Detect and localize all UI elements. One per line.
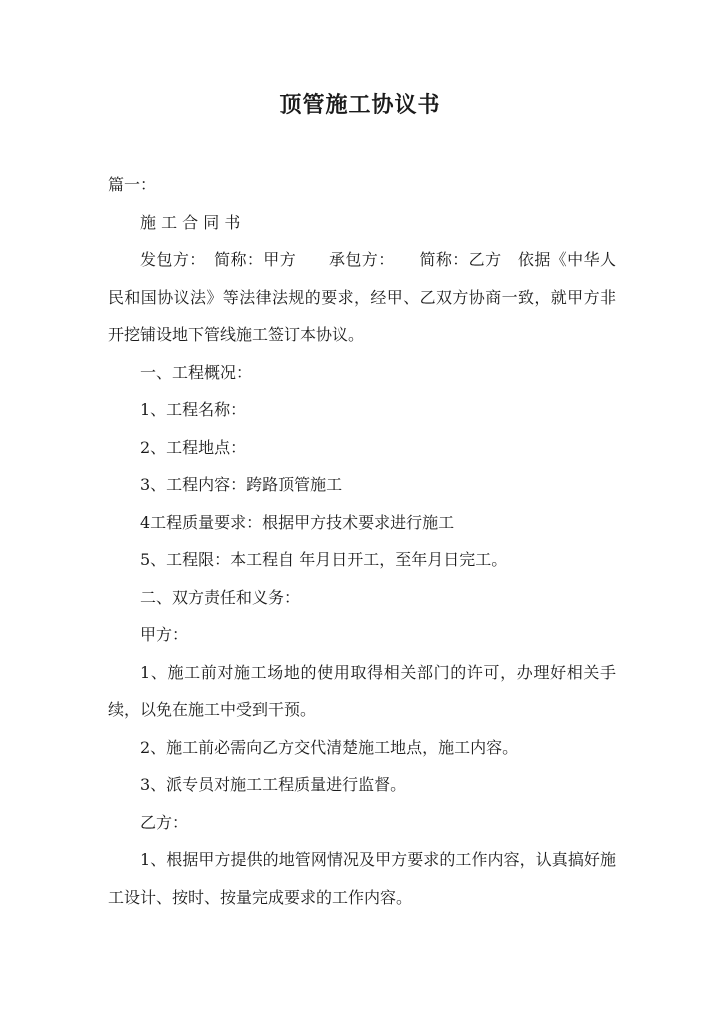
party-a-label: 甲方：: [140, 625, 189, 644]
section-heading-overview: 一、工程概况：: [140, 362, 253, 382]
quality-requirement-line: 4工程质量要求：根据甲方技术要求进行施工: [140, 512, 455, 532]
party-b-label: 乙方：: [140, 812, 189, 832]
document-body: [108, 166, 616, 916]
party-a-duty-2: 2、施工前必需向乙方交代清楚施工地点，施工内容。: [140, 737, 519, 757]
party-a-duty-3: 3、派专员对施工工程质量进行监督。: [140, 775, 407, 794]
project-name-line: 1、工程名称：: [140, 400, 247, 419]
project-location-line: 2、工程地点：: [140, 437, 247, 457]
parties-paragraph: 发包方： 简称：甲方 承包方： 简称：乙方 依据《中华人民和国协议法》等法律法规的要求，经甲、乙双方协商一致，就甲方非开挖铺设地下管线施工签订本协议。: [108, 250, 616, 344]
section-heading-duties: 二、双方责任和义务：: [140, 587, 301, 607]
party-a-duty-1: 1、施工前对施工场地的使用取得相关部门的许可，办理好相关手续，以免在施工中受到干预。: [108, 662, 616, 719]
project-content-line: 3、工程内容：跨路顶管施工: [140, 475, 343, 494]
party-b-duty-1: 1、根据甲方提供的地管网情况及甲方要求的工作内容，认真搞好施工设计、按时、按量完成要求的工作内容。: [108, 850, 616, 907]
contract-heading: 施 工 合 同 书: [140, 212, 241, 232]
document-title: 顶管施工协议书: [279, 92, 441, 118]
schedule-line: 5、工程限：本工程自 年月日开工，至年月日完工。: [140, 550, 508, 569]
section-label: 篇一：: [108, 175, 157, 194]
